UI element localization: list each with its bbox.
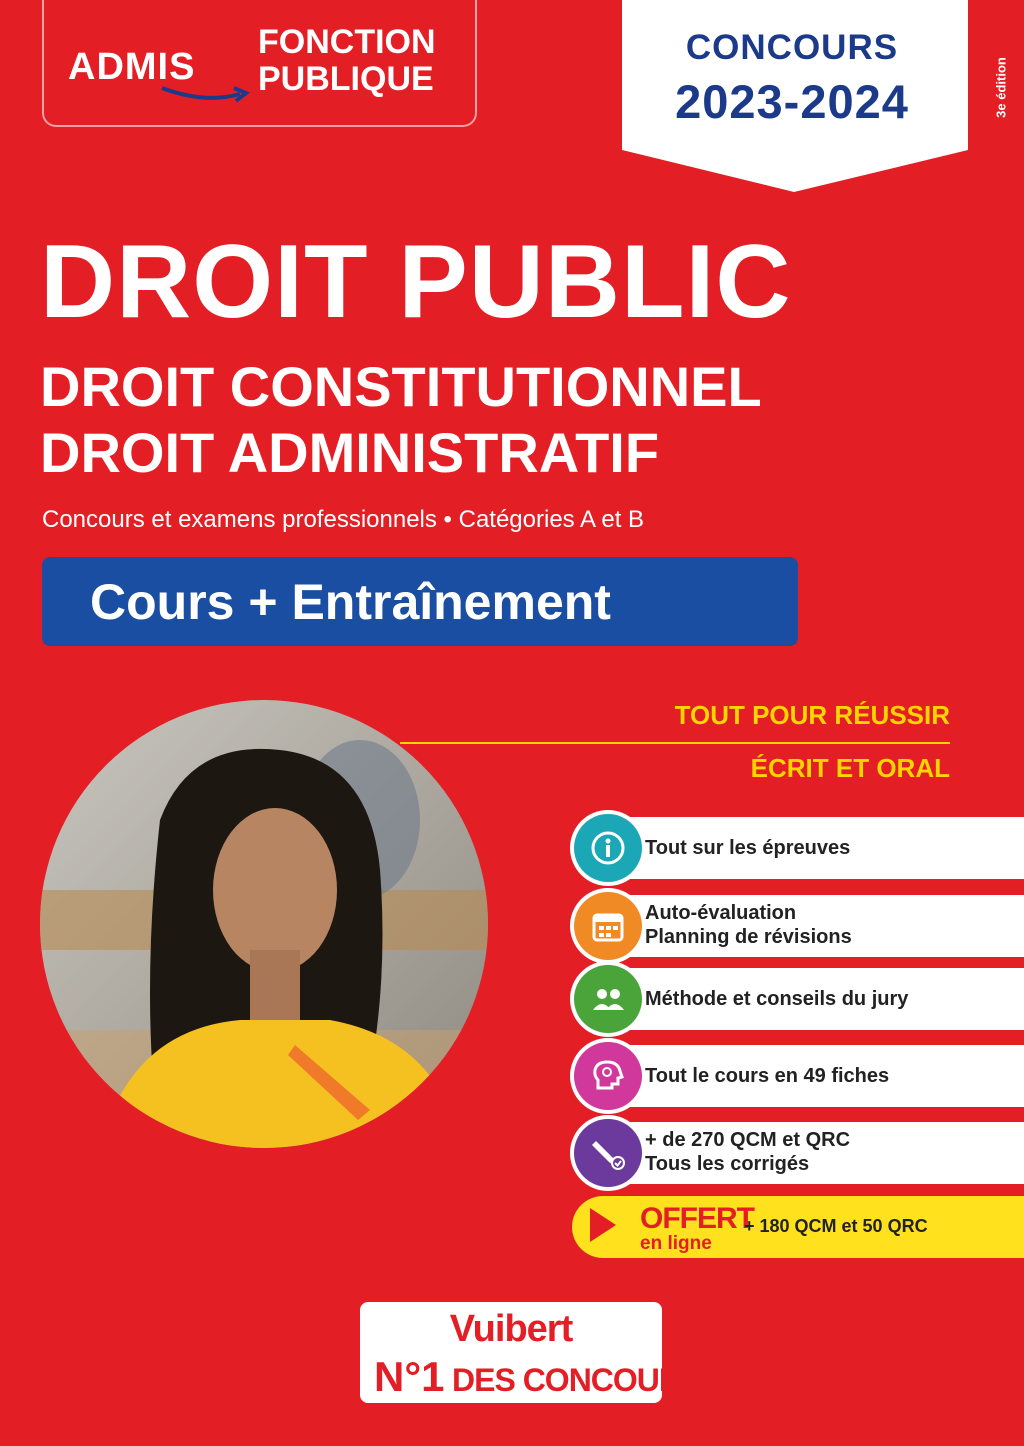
arrow-icon [160,82,250,104]
student-photo [40,700,488,1148]
feature-label: Tout sur les épreuves [645,837,851,859]
tagline-divider [400,742,950,744]
brand-fonction-publique [258,24,436,98]
brand-admis: ADMIS [68,46,196,88]
play-icon [590,1208,616,1242]
offer-sub: en ligne [640,1233,712,1254]
feature-item [574,895,1024,957]
brand-line2: PUBLIQUE [258,60,434,98]
brand-line1: FONCTION [258,23,436,61]
feature-item [574,968,1024,1030]
feature-label-line2: Tous les corrigés [645,1153,810,1175]
publisher-rank: N°1 [374,1353,445,1400]
tagline-1: TOUT POUR RÉUSSIR [674,700,950,730]
tagline-2: ÉCRIT ET ORAL [750,753,950,783]
book-title: DROIT PUBLIC [40,224,792,340]
badge-years: 2023-2024 [675,75,909,128]
feature-label-line1: Auto-évaluation [645,902,797,924]
book-subtitle-1: DROIT CONSTITUTIONNEL [40,355,762,418]
book-subtitle-2: DROIT ADMINISTRATIF [40,421,660,484]
offer-details: + 180 QCM et 50 QRC [744,1216,928,1236]
offer-title: OFFERT [640,1202,754,1235]
audience-line: Concours et examens professionnels • Catégories A et B [42,506,645,533]
feature-item [574,1045,1024,1107]
edition-label: 3e édition [993,57,1009,118]
feature-item [574,1122,1024,1184]
feature-label [645,1128,850,1176]
feature-label-line2: Planning de révisions [645,926,852,948]
publisher-tagline: DES CONCOURS [452,1362,702,1398]
users-icon [574,965,642,1033]
feature-label: Tout le cours en 49 fiches [645,1065,890,1087]
feature-label: Méthode et conseils du jury [645,988,909,1010]
feature-label-line1: + de 270 QCM et QRC [645,1129,851,1151]
info-icon [574,814,642,882]
feature-item [574,817,1024,879]
brain-icon [574,1042,642,1110]
feature-label [645,901,852,949]
pen-check-icon [574,1119,642,1187]
calendar-icon [574,892,642,960]
badge-concours: CONCOURS [685,28,899,67]
publisher-name: Vuibert [449,1308,573,1350]
format-label: Cours + Entraînement [90,574,611,630]
